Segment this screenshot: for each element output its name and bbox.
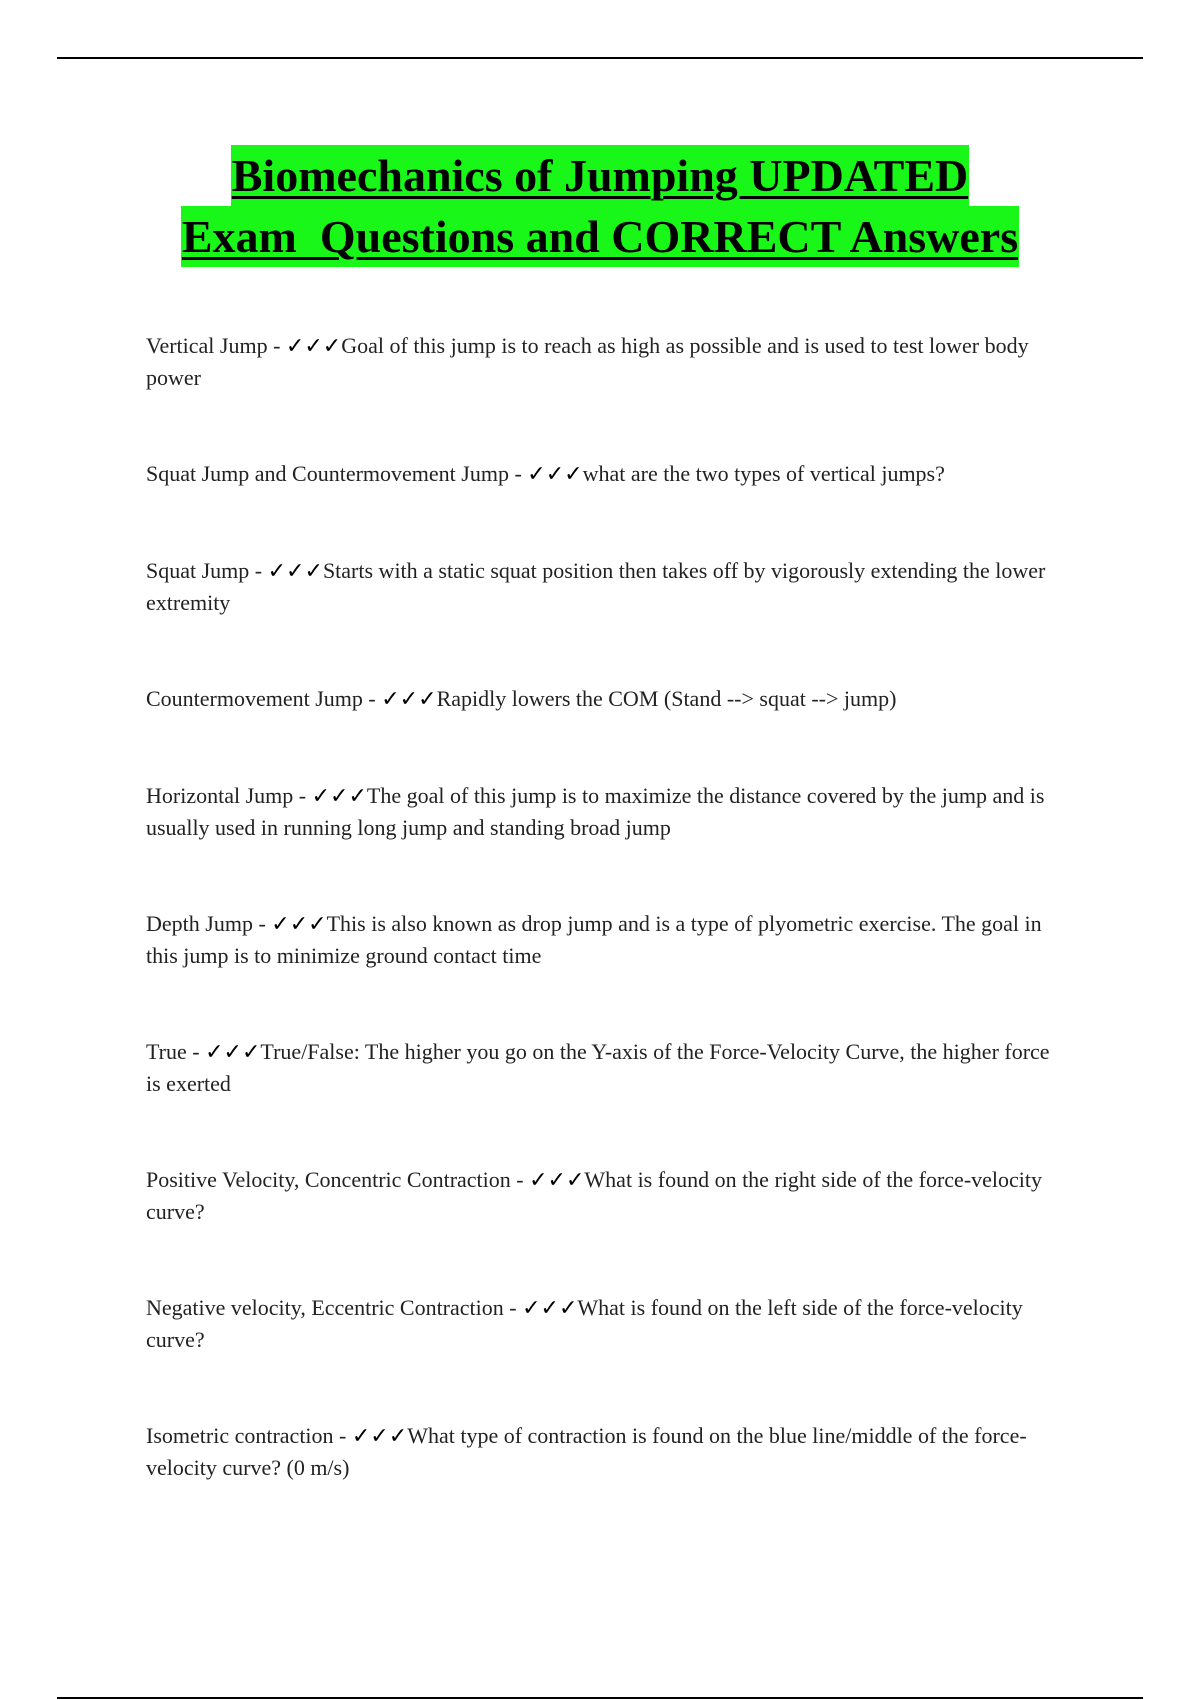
entry-term: Squat Jump and Countermovement Jump [146, 461, 509, 486]
qa-entry [146, 780, 1066, 843]
entry-separator: - [510, 1167, 530, 1192]
qa-entry [146, 683, 1066, 715]
qa-entry [146, 1292, 1066, 1355]
check-icon: ✓✓✓ [351, 1424, 408, 1449]
check-icon: ✓✓✓ [527, 462, 583, 487]
entry-definition: what are the two types of vertical jumps? [582, 461, 945, 486]
check-icon: ✓✓✓ [529, 1168, 585, 1193]
entry-term: Depth Jump [146, 911, 253, 936]
qa-entry [146, 330, 1066, 393]
entry-separator: - [186, 1039, 206, 1064]
entry-separator: - [508, 461, 528, 486]
entry-term: Isometric contraction [146, 1423, 334, 1448]
entry-separator: - [252, 911, 272, 936]
check-icon: ✓✓✓ [205, 1040, 261, 1065]
entry-term: Positive Velocity, Concentric Contraction [146, 1167, 511, 1192]
qa-list [146, 330, 1066, 1548]
entry-definition: Goal of this jump is to reach as high as possible and is used to test lower body power [146, 333, 1029, 390]
entry-definition: The goal of this jump is to maximize the distance covered by the jump and is usually used in running long jump and standing broad jump [146, 783, 1045, 840]
qa-entry [146, 1420, 1066, 1483]
title-line-1: Biomechanics of Jumping UPDATED [231, 145, 969, 206]
entry-term: Countermovement Jump [146, 686, 363, 711]
entry-term: Vertical Jump [146, 333, 268, 358]
entry-term: Squat Jump [146, 558, 250, 583]
qa-entry [146, 1036, 1066, 1099]
entry-term: Negative velocity, Eccentric Contraction [146, 1295, 504, 1320]
entry-term: Horizontal Jump [146, 783, 294, 808]
qa-entry [146, 555, 1066, 618]
entry-definition: This is also known as drop jump and is a type of plyometric exercise. The goal in this jump is to minimize ground contact time [146, 911, 1042, 968]
check-icon: ✓✓✓ [381, 687, 437, 712]
entry-definition: What is found on the right side of the force-velocity curve? [146, 1167, 1043, 1224]
entry-separator: - [333, 1423, 352, 1448]
check-icon: ✓✓✓ [311, 784, 367, 809]
entry-separator: - [503, 1295, 523, 1320]
check-icon: ✓✓✓ [267, 559, 323, 584]
qa-entry [146, 908, 1066, 971]
top-rule [57, 57, 1143, 59]
document-title [0, 145, 1200, 267]
entry-definition: True/False: The higher you go on the Y-axis of the Force-Velocity Curve, the higher force is exerted [146, 1039, 1050, 1096]
entry-definition: Starts with a static squat position then takes off by vigorously extending the lower extremity [146, 558, 1046, 615]
bottom-rule [57, 1697, 1143, 1699]
qa-entry [146, 458, 1066, 490]
title-line-2: Exam Questions and CORRECT Answers [181, 206, 1019, 267]
entry-separator: - [362, 686, 382, 711]
check-icon: ✓✓✓ [271, 912, 327, 937]
check-icon: ✓✓✓ [285, 334, 342, 359]
entry-definition: What type of contraction is found on the blue line/middle of the force-velocity curve? (0 m/s) [146, 1423, 1027, 1480]
entry-definition: Rapidly lowers the COM (Stand --> squat --> jump) [436, 686, 897, 711]
entry-separator: - [249, 558, 268, 583]
entry-term: True [146, 1039, 187, 1064]
check-icon: ✓✓✓ [522, 1296, 578, 1321]
entry-separator: - [267, 333, 286, 358]
qa-entry [146, 1164, 1066, 1227]
entry-definition: What is found on the left side of the force-velocity curve? [146, 1295, 1023, 1352]
entry-separator: - [293, 783, 312, 808]
